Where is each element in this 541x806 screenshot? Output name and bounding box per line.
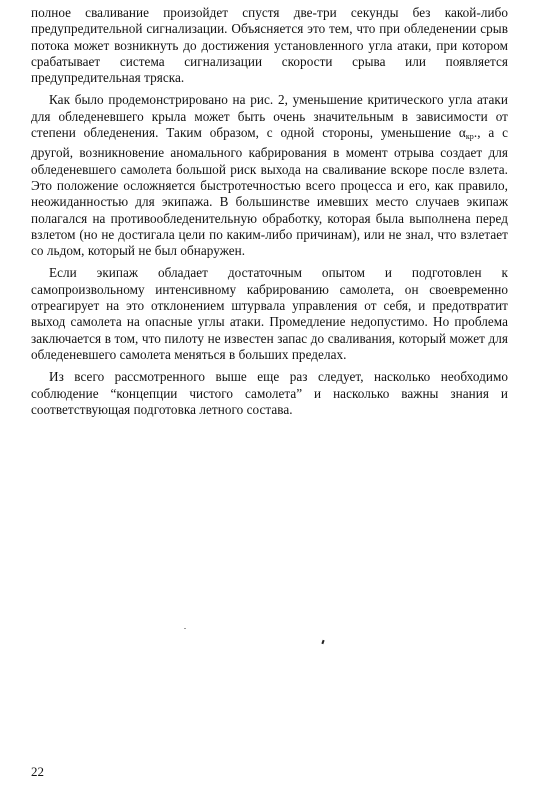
paragraph-3: Если экипаж обладает достаточным опытом и подготовлен к самопроизвольному интенсивному кабрированию самолета, он своевременно отреагирует на это отклонением штурвала управления от себя, и предотвратит выход самолета на опасные углы атаки. Промедление недопустимо. Но проблема заключается в том, что пилоту не известен запас до сваливания, который может для обледеневшего самолета меняться в больших пределах. (31, 265, 508, 362)
alpha-symbol: α (458, 125, 466, 141)
alpha-critical-symbol (459, 125, 474, 140)
paragraph-2-rest: ., а с другой, возникновение аномального кабрирования в момент отрыва создает для обледеневшего самолета большой риск выхода на сваливание вскоре после взлета. Это положение осложняется быстротечностью всего процесса и его, как правило, неожиданностью для экипажа. В большинстве имевших место случаев экипаж полагался на противообледенительную обработку, которая была выполнена перед взлетом (но не достигала цели по каким-либо причинам), или не знал, что взлетает со льдом, который не был обнаружен. (31, 125, 508, 259)
paragraph-1: полное сваливание произойдет спустя две-три секунды без какой-либо предупредительной сигнализации. Объясняется это тем, что при обледенении срыв потока может возникнуть до достижения установленного угла атаки, при котором срабатывает система сигнализации скорости срыва или появляется предупредительная тряска. (31, 5, 508, 86)
page-number: 22 (31, 764, 44, 779)
scan-speck (321, 640, 324, 644)
paragraph-2-start: Как было продемонстрировано на рис. 2, уменьшение критического угла атаки для обледеневшего крыла может быть очень значительным в зависимости от степени обледенения. Таким образом, с одной стороны, уменьшение (31, 92, 508, 141)
scan-speck (184, 628, 186, 629)
page-body (31, 5, 508, 424)
alpha-subscript: кр (465, 132, 474, 142)
paragraph-4: Из всего рассмотренного выше еще раз следует, насколько необходимо соблюдение “концепции чистого самолета” и насколько важны знания и соответствующая подготовка летного состава. (31, 369, 508, 417)
paragraph-2 (31, 92, 508, 259)
